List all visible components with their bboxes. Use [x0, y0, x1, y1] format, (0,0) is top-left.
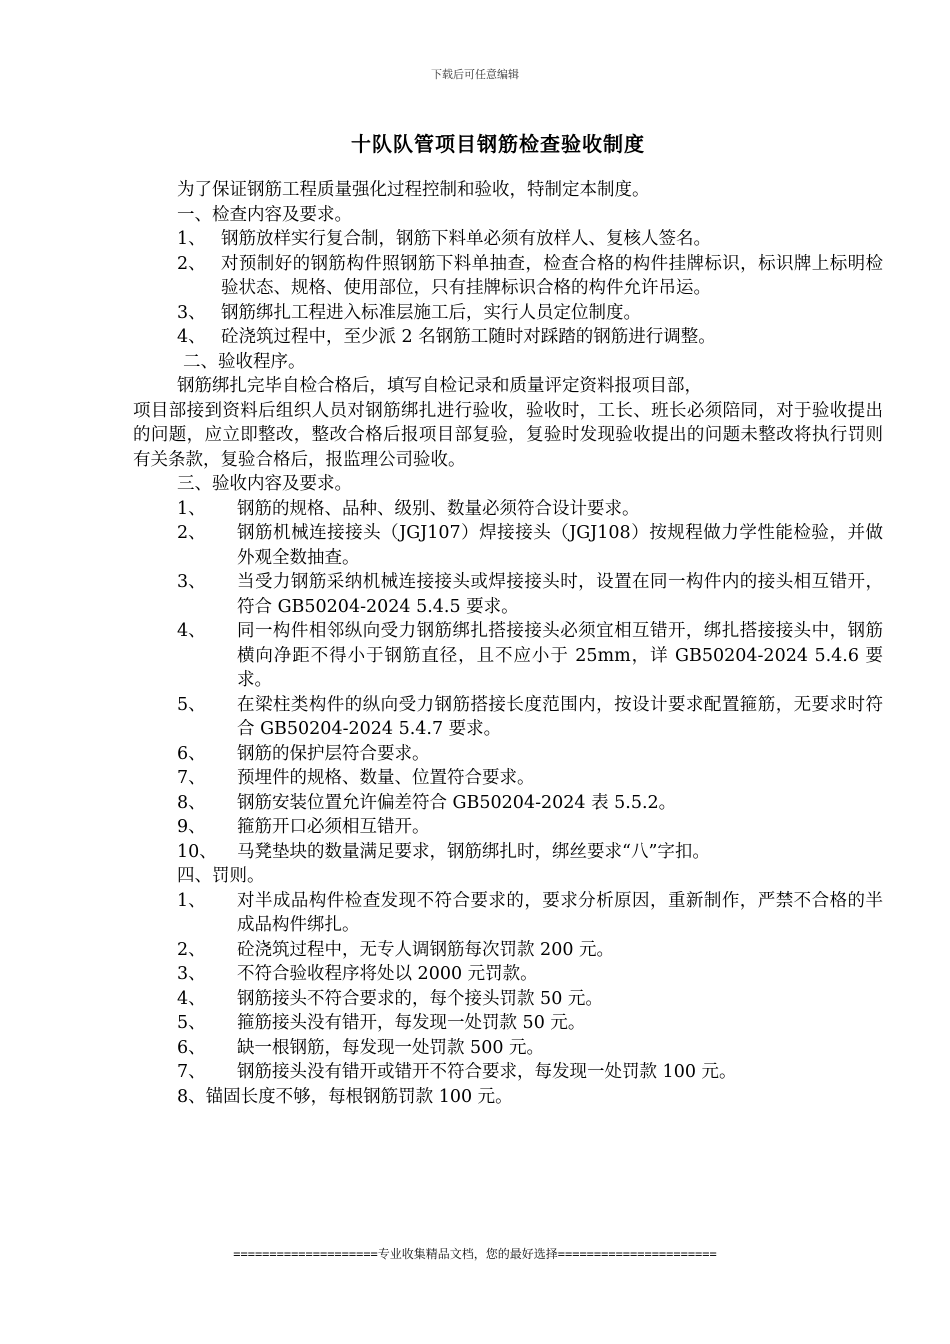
item-text: 钢筋放样实行复合制，钢筋下料单必须有放样人、复核人签名。 [221, 229, 711, 249]
footer-banner: ====================专业收集精品文档，您的最好选择====================== [233, 1247, 717, 1261]
item-text: 砼浇筑过程中，无专人调钢筋每次罚款 200 元。 [237, 939, 615, 960]
item-text: 预埋件的规格、数量、位置符合要求。 [237, 768, 535, 788]
item-text: 钢筋接头没有错开或错开不符合要求，每发现一处罚款 100 元。 [237, 1062, 737, 1082]
list-item [133, 766, 883, 791]
item-text: 钢筋的规格、品种、级别、数量必须符合设计要求。 [237, 498, 640, 519]
item-text: 钢筋绑扎工程进入标准层施工后，实行人员定位制度。 [221, 302, 641, 323]
section1-list [133, 227, 883, 350]
item-number: 5、 [177, 1013, 206, 1033]
document-body [133, 178, 883, 1109]
section3-heading: 三、验收内容及要求。 [177, 474, 352, 494]
list-item [133, 227, 883, 252]
item-number: 4、 [177, 621, 206, 641]
item-number: 1、 [177, 229, 206, 249]
section2-paragraph-lead: 钢筋绑扎完毕自检合格后，填写自检记录和质量评定资料报项目部， [177, 376, 702, 396]
item-number: 1、 [177, 890, 206, 911]
item-number: 3、 [177, 302, 206, 323]
section4-list [133, 889, 883, 1085]
list-item [133, 693, 883, 742]
list-item [133, 1060, 883, 1085]
item-text: 在梁柱类构件的纵向受力钢筋搭接长度范围内，按设计要求配置箍筋，无要求时符合 GB50204-2024 5.4.7 要求。 [237, 694, 883, 739]
list-item [133, 252, 883, 301]
item-text: 不符合验收程序将处以 2000 元罚款。 [237, 964, 538, 984]
section4-last-item: 8、锚固长度不够，每根钢筋罚款 100 元。 [177, 1086, 513, 1107]
item-number: 4、 [177, 988, 206, 1009]
header-note: 下载后可任意编辑 [431, 68, 519, 81]
item-number: 8、 [177, 792, 206, 813]
section1-heading: 一、检查内容及要求。 [177, 204, 352, 225]
item-number: 2、 [177, 523, 206, 543]
list-item [133, 742, 883, 767]
item-number: 4、 [177, 327, 206, 347]
item-text: 马凳垫块的数量满足要求，钢筋绑扎时，绑丝要求“八”字扣。 [237, 841, 710, 862]
list-item [133, 1011, 883, 1036]
list-item [133, 938, 883, 963]
list-item [133, 815, 883, 840]
item-text: 箍筋接头没有错开，每发现一处罚款 50 元。 [237, 1013, 586, 1033]
item-number: 3、 [177, 964, 206, 984]
list-item [133, 840, 883, 865]
list-item [133, 570, 883, 619]
item-number: 2、 [177, 253, 206, 274]
item-number: 2、 [177, 939, 206, 960]
item-text: 砼浇筑过程中，至少派 2 名钢筋工随时对踩踏的钢筋进行调整。 [221, 327, 716, 347]
item-text: 当受力钢筋采纳机械连接接头或焊接接头时，设置在同一构件内的接头相互错开，符合 GB50204-2024 5.4.5 要求。 [237, 572, 883, 617]
list-item [133, 987, 883, 1012]
list-item [133, 791, 883, 816]
page-title: 十队队管项目钢筋检查验收制度 [351, 132, 645, 156]
list-item [133, 301, 883, 326]
item-number: 6、 [177, 1037, 206, 1058]
list-item [133, 889, 883, 938]
list-item [133, 619, 883, 693]
item-text: 对预制好的钢筋构件照钢筋下料单抽查，检查合格的构件挂牌标识，标识牌上标明检验状态、规格、使用部位，只有挂牌标识合格的构件允许吊运。 [221, 253, 883, 298]
item-number: 10、 [177, 841, 217, 862]
item-text: 钢筋接头不符合要求的，每个接头罚款 50 元。 [237, 988, 603, 1009]
item-text: 同一构件相邻纵向受力钢筋绑扎搭接接头必须宜相互错开，绑扎搭接接头中，钢筋横向净距不得小于钢筋直径，且不应小于 25mm，详 GB50204-2024 5.4.6 要求。 [237, 621, 883, 690]
item-number: 7、 [177, 1062, 206, 1082]
item-number: 3、 [177, 572, 206, 592]
list-item [133, 497, 883, 522]
item-number: 9、 [177, 817, 206, 837]
section4-heading: 四、罚则。 [177, 866, 265, 886]
item-text: 钢筋安装位置允许偏差符合 GB50204-2024 表 5.5.2。 [237, 792, 677, 813]
item-number: 1、 [177, 498, 206, 519]
section2-heading: 二、验收程序。 [183, 351, 306, 372]
section3-list [133, 497, 883, 865]
item-number: 7、 [177, 768, 206, 788]
item-text: 箍筋开口必须相互错开。 [237, 817, 430, 837]
intro-paragraph: 为了保证钢筋工程质量强化过程控制和验收，特制定本制度。 [177, 180, 650, 200]
list-item [133, 962, 883, 987]
list-item [133, 521, 883, 570]
list-item [133, 1036, 883, 1061]
item-number: 5、 [177, 694, 206, 715]
item-text: 对半成品构件检查发现不符合要求的，要求分析原因，重新制作，严禁不合格的半成品构件绑扎。 [237, 890, 883, 935]
section2-paragraph-rest: 项目部接到资料后组织人员对钢筋绑扎进行验收，验收时，工长、班长必须陪同，对于验收提出的问题，应立即整改，整改合格后报项目部复验，复验时发现验收提出的问题未整改将执行罚则有关条款，复验合格后，报监理公司验收。 [133, 400, 883, 470]
list-item [133, 325, 883, 350]
item-text: 钢筋的保护层符合要求。 [237, 743, 430, 764]
item-text: 缺一根钢筋，每发现一处罚款 500 元。 [237, 1037, 545, 1058]
item-text: 钢筋机械连接接头（JGJ107）焊接接头（JGJ108）按规程做力学性能检验，并做外观全数抽查。 [237, 523, 883, 568]
item-number: 6、 [177, 743, 206, 764]
